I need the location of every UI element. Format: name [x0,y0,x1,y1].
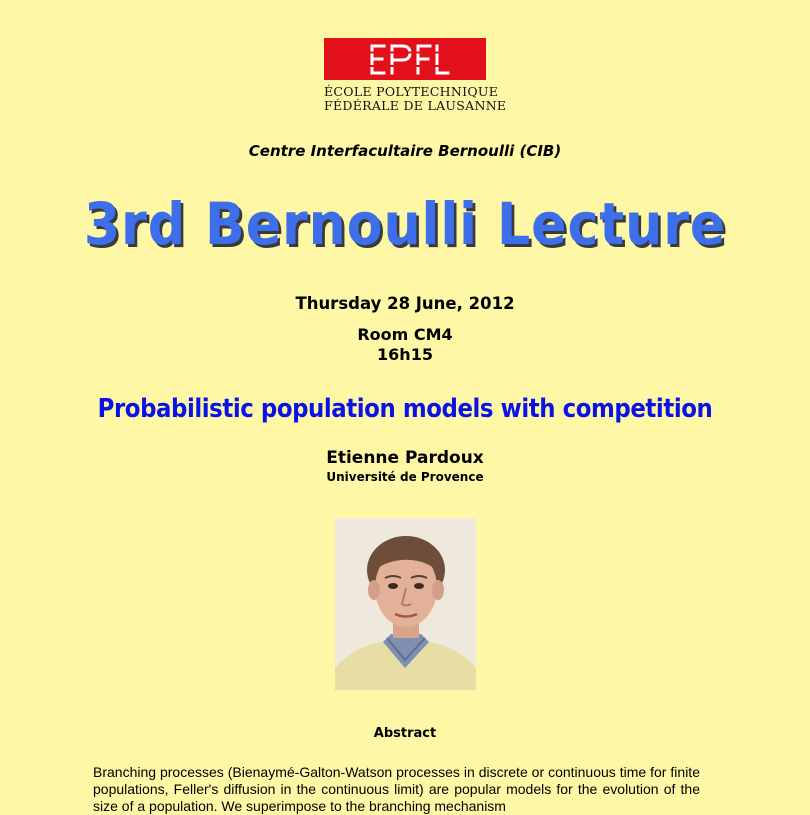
speaker-affiliation: Université de Provence [326,470,484,484]
speaker-portrait-icon [335,518,476,690]
abstract-heading: Abstract [373,726,437,741]
talk-title: Probabilistic population models with competition [97,394,713,424]
speaker-name: Etienne Pardoux [326,448,484,468]
logo-line-1: ÉCOLE POLYTECHNIQUE [324,84,499,99]
abstract-body: Branching processes (Bienaymé-Galton-Watson processes in discrete or continuous time for finite populations, Feller's diffusion in the continuous limit) are popular models for the evolution of the size of a population. We superimpose to the branching mechanism [93,764,700,814]
epfl-logo [324,38,507,113]
lecture-time: 16h15 [377,345,433,364]
lecture-title: 3rd Bernoulli Lecture [83,190,727,258]
centre-name: Centre Interfacultaire Bernoulli (CIB) [248,142,562,160]
logo-line-2: FÉDÉRALE DE LAUSANNE [324,98,507,113]
epfl-logo-mark [324,38,486,80]
speaker-photo [335,518,476,690]
epfl-wordmark-icon [324,38,486,80]
lecture-date: Thursday 28 June, 2012 [295,294,515,313]
lecture-room: Room CM4 [357,325,453,344]
